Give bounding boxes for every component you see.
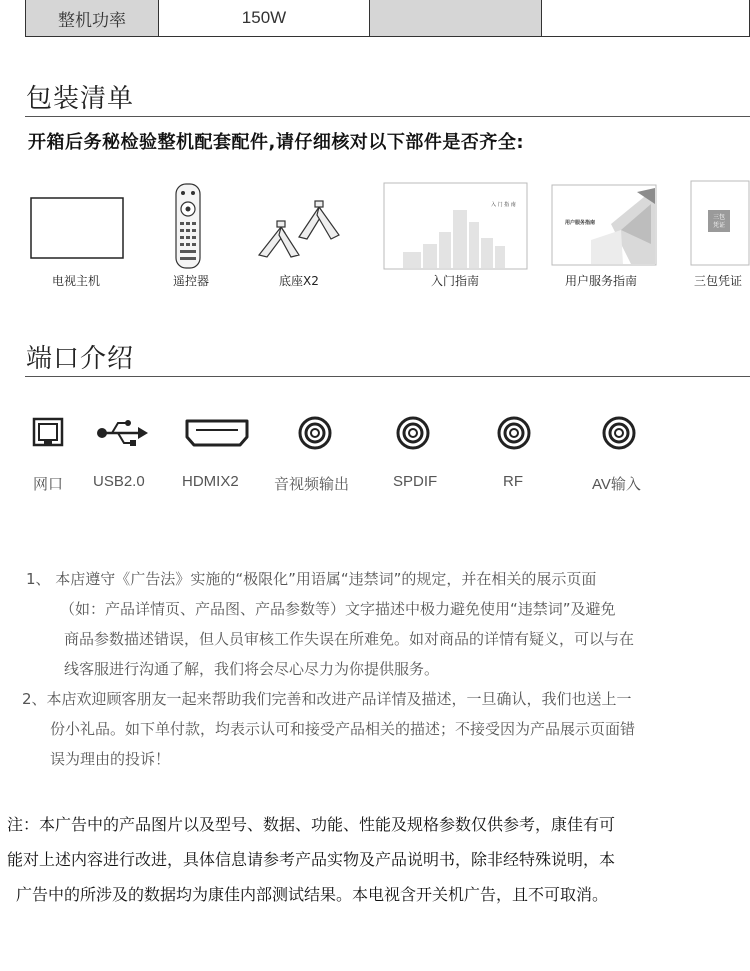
warranty-card-icon xyxy=(690,180,750,270)
port-label: USB2.0 xyxy=(93,473,145,490)
av-output-port-icon xyxy=(298,415,334,451)
stand-icon xyxy=(255,197,345,267)
notice-line: 商品参数描述错误，但人员审核工作失误在所难免。如对商品的详情有疑义，可以与在 xyxy=(64,630,635,648)
ports-title: 端口介绍 xyxy=(26,344,135,374)
pack-item-label: 三包凭证 xyxy=(694,274,743,288)
port-av-input xyxy=(592,415,641,493)
tv-icon xyxy=(30,197,124,259)
port-hdmi xyxy=(182,415,250,490)
pack-item-label: 底座X2 xyxy=(279,274,319,288)
guide-booklet-icon xyxy=(383,182,529,272)
port-label: RF xyxy=(503,473,523,490)
notice-line: 1、 本店遵守《广告法》实施的“极限化”用语属“违禁词”的规定，并在相关的展示页面 xyxy=(26,570,597,588)
pack-item-label: 入门指南 xyxy=(431,274,480,288)
port-rf xyxy=(497,415,533,490)
pack-item-label: 用户服务指南 xyxy=(565,274,638,288)
section-divider xyxy=(25,376,750,377)
notice-line: 误为理由的投诉！ xyxy=(50,750,171,768)
packing-list-subtitle: 开箱后务秘检验整机配套配件,请仔细核对以下部件是否齐全: xyxy=(28,132,525,153)
notice-line: 线客服进行沟通了解，我们将会尽心尽力为你提供服务。 xyxy=(64,660,440,678)
spec-value-cell: 150W xyxy=(159,0,370,36)
remote-icon xyxy=(162,182,212,278)
svg-text:入 门 指 南: 入 门 指 南 xyxy=(491,202,516,208)
notice-line: 份小礼品。如下单付款，均表示认可和接受产品相关的描述；不接受因为产品展示页面错 xyxy=(50,720,636,738)
port-spdif xyxy=(393,415,438,490)
port-label: HDMIX2 xyxy=(182,473,239,490)
packing-list-title: 包装清单 xyxy=(26,84,135,114)
disclaimer-line: 注：本广告中的产品图片以及型号、数据、功能、性能及规格参数仅供参考，康佳有可 xyxy=(7,815,616,834)
svg-text:三包: 三包 xyxy=(712,214,726,221)
port-label: AV输入 xyxy=(592,476,641,493)
spec-empty-cell xyxy=(370,0,542,36)
disclaimer-line: 广告中的所涉及的数据均为康佳内部测试结果。本电视含开关机广告，且不可取消。 xyxy=(16,885,609,904)
pack-item-label: 电视主机 xyxy=(52,274,101,288)
disclaimer-line: 能对上述内容进行改进，具体信息请参考产品实物及产品说明书，除非经特殊说明，本 xyxy=(7,850,616,869)
port-label: 网口 xyxy=(33,476,64,493)
section-divider xyxy=(25,116,750,117)
rf-port-icon xyxy=(497,415,533,451)
av-input-port-icon xyxy=(602,415,638,451)
port-ethernet xyxy=(30,415,66,493)
usb-icon xyxy=(92,415,152,451)
spec-table-row xyxy=(25,0,750,37)
notice-line: 2、本店欢迎顾客朋友一起来帮助我们完善和改进产品详情及描述，一旦确认，我们也送上一 xyxy=(22,690,632,708)
spec-empty-cell xyxy=(542,0,749,36)
port-label: 音视频输出 xyxy=(274,476,350,493)
port-av-output xyxy=(274,415,350,493)
hdmi-port-icon xyxy=(184,415,250,451)
ethernet-port-icon xyxy=(30,415,66,451)
port-label: SPDIF xyxy=(393,473,438,490)
port-usb xyxy=(92,415,152,490)
notice-line: （如：产品详情页、产品图、产品参数等）文字描述中极力避免使用“违禁词”及避免 xyxy=(60,600,616,618)
pack-item-label: 遥控器 xyxy=(173,274,210,288)
service-booklet-icon xyxy=(551,184,661,274)
spdif-port-icon xyxy=(396,415,432,451)
svg-text:凭证: 凭证 xyxy=(712,222,726,229)
svg-text:用户服务指南: 用户服务指南 xyxy=(565,220,596,226)
spec-label-cell: 整机功率 xyxy=(26,0,159,36)
